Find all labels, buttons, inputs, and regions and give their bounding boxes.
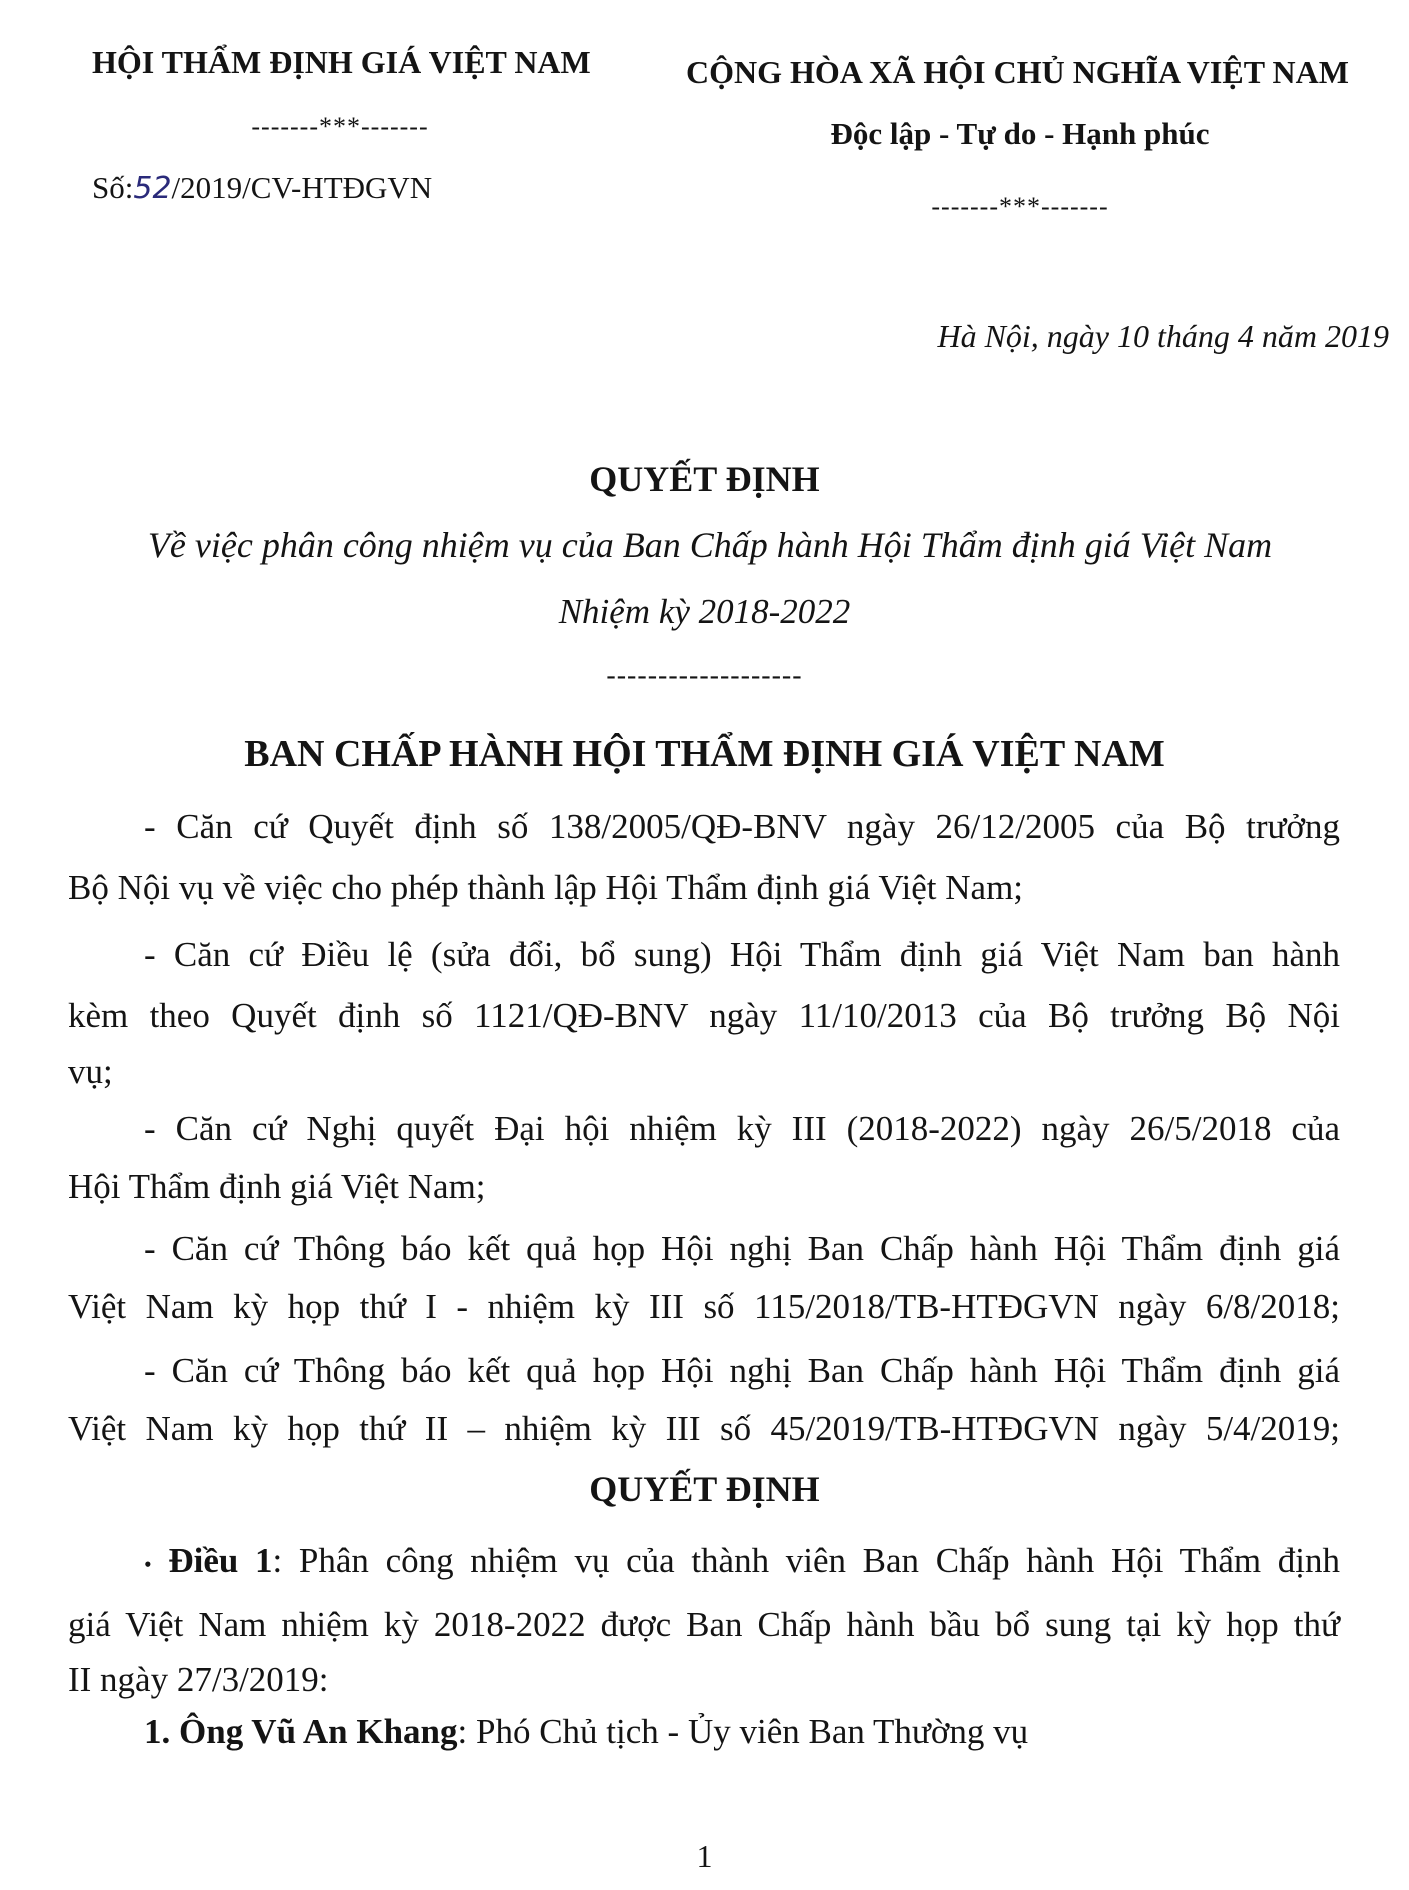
decision-subject-line-1: Về việc phân công nhiệm vụ của Ban Chấp hành Hội Thẩm định giá Việt Nam: [147, 525, 1273, 565]
legal-basis-4-line-2: Việt Nam kỳ họp thứ I - nhiệm kỳ III số 115/2018/TB-HTĐGVN ngày 6/8/2018;: [68, 1287, 1340, 1326]
number-suffix: /2019/CV-HTĐGVN: [171, 170, 433, 205]
right-header-stars: -------***-------: [931, 192, 1109, 221]
article-1-text-1: : Phân công nhiệm vụ của thành viên Ban Chấp hành Hội Thẩm định: [272, 1541, 1341, 1580]
legal-basis-4-line-1: - Căn cứ Thông báo kết quả họp Hội nghị Ban Chấp hành Hội Thẩm định giá: [144, 1229, 1340, 1268]
legal-basis-2-line-3: vụ;: [68, 1052, 113, 1091]
legal-basis-3-line-1: - Căn cứ Nghị quyết Đại hội nhiệm kỳ III (2018-2022) ngày 26/5/2018 của: [144, 1109, 1340, 1148]
article-1-line-3: II ngày 27/3/2019:: [68, 1660, 329, 1700]
legal-basis-5-line-1: - Căn cứ Thông báo kết quả họp Hội nghị Ban Chấp hành Hội Thẩm định giá: [144, 1351, 1340, 1390]
org-name: HỘI THẨM ĐỊNH GIÁ VIỆT NAM: [92, 44, 591, 80]
article-1-line-2: giá Việt Nam nhiệm kỳ 2018-2022 được Ban Chấp hành bầu bổ sung tại kỳ họp thứ: [68, 1605, 1340, 1645]
document-number: [92, 170, 432, 206]
article-1-line-1: [68, 1530, 1340, 1594]
legal-basis-3: [68, 1098, 1340, 1215]
issuing-authority: BAN CHẤP HÀNH HỘI THẨM ĐỊNH GIÁ VIỆT NAM: [244, 733, 1165, 775]
number-prefix: Số:: [92, 170, 134, 205]
country-name: CỘNG HÒA XÃ HỘI CHỦ NGHĨA VIỆT NAM: [686, 54, 1349, 90]
legal-basis-3-line-2: Hội Thẩm định giá Việt Nam;: [68, 1167, 486, 1206]
decision-heading: QUYẾT ĐỊNH: [589, 1469, 820, 1509]
article-1: [68, 1530, 1340, 1705]
date-line: Hà Nội, ngày 10 tháng 4 năm 2019: [937, 318, 1389, 354]
legal-basis-2: [68, 924, 1340, 1098]
legal-basis-2-line-2: kèm theo Quyết định số 1121/QĐ-BNV ngày 11/10/2013 của Bộ trưởng Bộ Nội: [68, 996, 1340, 1035]
bullet-mark: •: [144, 1551, 152, 1577]
assignment-item-1: [144, 1712, 1028, 1752]
assignee-name: 1. Ông Vũ An Khang: [144, 1712, 458, 1751]
national-motto: Độc lập - Tự do - Hạnh phúc: [830, 116, 1210, 151]
left-header-stars: -------***-------: [251, 112, 429, 141]
article-1-label: Điều 1: [168, 1541, 273, 1580]
decision-subject-line-2: Nhiệm kỳ 2018-2022: [558, 592, 851, 631]
assignee-role: : Phó Chủ tịch - Ủy viên Ban Thường vụ: [457, 1712, 1029, 1751]
legal-basis-2-line-1: - Căn cứ Điều lệ (sửa đổi, bổ sung) Hội Thẩm định giá Việt Nam ban hành: [144, 935, 1340, 974]
decision-title: QUYẾT ĐỊNH: [589, 459, 820, 499]
legal-basis-4: [68, 1218, 1340, 1335]
legal-basis-5: [68, 1340, 1340, 1457]
page-number: 1: [696, 1838, 713, 1874]
legal-basis-1: [68, 796, 1340, 918]
legal-basis-5-line-2: Việt Nam kỳ họp thứ II – nhiệm kỳ III số 45/2019/TB-HTĐGVN ngày 5/4/2019;: [68, 1409, 1340, 1448]
legal-basis-1-line-2: Bộ Nội vụ về việc cho phép thành lập Hội Thẩm định giá Việt Nam;: [68, 868, 1024, 907]
legal-basis-1-line-1: - Căn cứ Quyết định số 138/2005/QĐ-BNV ngày 26/12/2005 của Bộ trưởng: [144, 807, 1340, 846]
handwritten-number: 52: [133, 171, 172, 206]
title-divider: -------------------: [606, 660, 803, 691]
